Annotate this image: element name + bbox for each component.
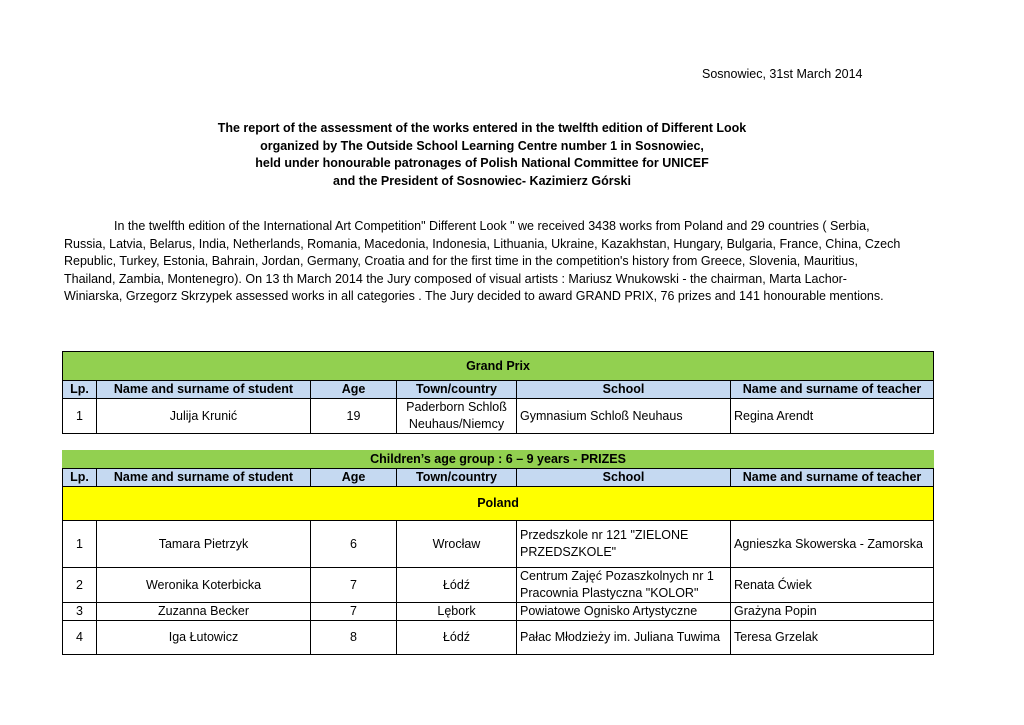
table-row bbox=[63, 568, 934, 603]
title-line: held under honourable patronages of Polish National Committee for UNICEF bbox=[255, 156, 709, 171]
cell-town: Lębork bbox=[397, 603, 517, 621]
cell-teacher: Teresa Grzelak bbox=[731, 621, 934, 655]
col-header-lp: Lp. bbox=[63, 469, 97, 487]
cell-student: Julija Krunić bbox=[97, 399, 311, 434]
cell-age: 19 bbox=[311, 399, 397, 434]
title-line: organized by The Outside School Learning Centre number 1 in Sosnowiec, bbox=[260, 138, 704, 153]
country-header: Poland bbox=[63, 487, 934, 521]
intro-text: In the twelfth edition of the International Art Competition" Different Look " we received 3438 works from Poland and 29 countries ( Serbia, Russia, Latvia, Belarus, India, Netherlands, Romania, Macedonia, Indonesia, Lithuania, Ukraine, Kazakhstan, Hungary, Bulgaria, France, China, Czech Republic, Turkey, Estonia, Bahrain, Jordan, Germany, Croatia and for the first time in the competition's history from Greece, Slovenia, Mauritius, Thailand, Zambia, Montenegro). On 13 th March 2014 the Jury composed of visual artists : Mariusz Wnukowski - the chairman, Marta Lachor-Winiarska, Grzegorz Skrzypek assessed works in all categories . The Jury decided to award GRAND PRIX, 76 prizes and 141 honourable mentions. bbox=[64, 219, 901, 304]
children-prizes-table bbox=[62, 450, 934, 655]
cell-teacher: Grażyna Popin bbox=[731, 603, 934, 621]
cell-town: Wrocław bbox=[397, 521, 517, 568]
cell-town: Paderborn Schloß Neuhaus/Niemcy bbox=[397, 399, 517, 434]
cell-lp: 1 bbox=[63, 399, 97, 434]
grand-prix-header: Grand Prix bbox=[63, 352, 934, 381]
cell-age: 7 bbox=[311, 568, 397, 603]
col-header-town: Town/country bbox=[397, 469, 517, 487]
table-row bbox=[63, 521, 934, 568]
cell-teacher: Agnieszka Skowerska - Zamorska bbox=[731, 521, 934, 568]
title-line: and the President of Sosnowiec- Kazimierz Górski bbox=[333, 173, 631, 188]
col-header-teacher: Name and surname of teacher bbox=[731, 381, 934, 399]
cell-lp: 2 bbox=[63, 568, 97, 603]
cell-school: Powiatowe Ognisko Artystyczne bbox=[517, 603, 731, 621]
cell-teacher: Renata Ćwiek bbox=[731, 568, 934, 603]
cell-school: Centrum Zajęć Pozaszkolnych nr 1 Pracownia Plastyczna "KOLOR" bbox=[517, 568, 731, 603]
col-header-lp: Lp. bbox=[63, 381, 97, 399]
cell-student: Weronika Koterbicka bbox=[97, 568, 311, 603]
cell-town: Łódź bbox=[397, 568, 517, 603]
cell-age: 7 bbox=[311, 603, 397, 621]
cell-school: Gymnasium Schloß Neuhaus bbox=[517, 399, 731, 434]
report-title bbox=[0, 120, 964, 190]
col-header-age: Age bbox=[311, 381, 397, 399]
report-date: Sosnowiec, 31st March 2014 bbox=[702, 67, 863, 81]
cell-teacher: Regina Arendt bbox=[731, 399, 934, 434]
title-line: The report of the assessment of the works entered in the twelfth edition of Different Look bbox=[217, 121, 747, 135]
col-header-student: Name and surname of student bbox=[97, 381, 311, 399]
cell-town: Łódź bbox=[397, 621, 517, 655]
cell-school: Pałac Młodzieży im. Juliana Tuwima bbox=[517, 621, 731, 655]
age-group-header: Children’s age group : 6 – 9 years - PRIZES bbox=[63, 451, 934, 469]
col-header-age: Age bbox=[311, 469, 397, 487]
cell-age: 8 bbox=[311, 621, 397, 655]
cell-student: Tamara Pietrzyk bbox=[97, 521, 311, 568]
col-header-student: Name and surname of student bbox=[97, 469, 311, 487]
cell-lp: 1 bbox=[63, 521, 97, 568]
cell-lp: 3 bbox=[63, 603, 97, 621]
col-header-school: School bbox=[517, 381, 731, 399]
table-row bbox=[63, 621, 934, 655]
grand-prix-table bbox=[62, 351, 934, 434]
cell-student: Iga Łutowicz bbox=[97, 621, 311, 655]
cell-lp: 4 bbox=[63, 621, 97, 655]
col-header-town: Town/country bbox=[397, 381, 517, 399]
col-header-teacher: Name and surname of teacher bbox=[731, 469, 934, 487]
table-row bbox=[63, 399, 934, 434]
table-row bbox=[63, 603, 934, 621]
cell-age: 6 bbox=[311, 521, 397, 568]
cell-school: Przedszkole nr 121 "ZIELONE PRZEDSZKOLE" bbox=[517, 521, 731, 568]
intro-paragraph bbox=[64, 218, 904, 306]
col-header-school: School bbox=[517, 469, 731, 487]
cell-student: Zuzanna Becker bbox=[97, 603, 311, 621]
